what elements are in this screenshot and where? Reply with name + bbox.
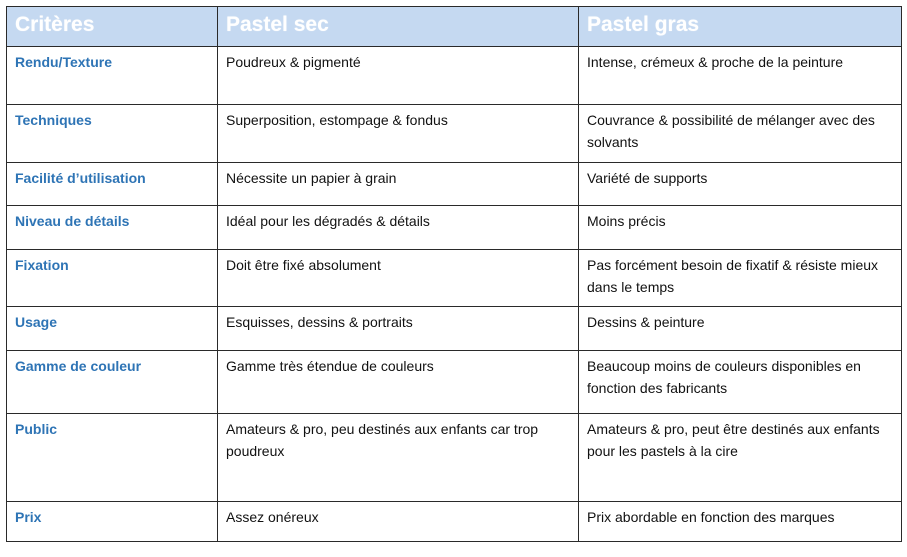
pastel-gras-cell: Prix abordable en fonction des marques xyxy=(579,502,902,542)
pastel-sec-cell: Assez onéreux xyxy=(218,502,579,542)
pastel-sec-cell: Poudreux & pigmenté xyxy=(218,47,579,105)
criterion-cell: Prix xyxy=(7,502,218,542)
table-row xyxy=(7,206,902,250)
criterion-cell: Public xyxy=(7,414,218,502)
pastel-sec-cell: Gamme très étendue de couleurs xyxy=(218,351,579,414)
pastel-sec-cell: Nécessite un papier à grain xyxy=(218,163,579,206)
criterion-cell: Techniques xyxy=(7,105,218,163)
table-row xyxy=(7,163,902,206)
table-row xyxy=(7,502,902,542)
table-header xyxy=(7,7,902,47)
header-pastel-sec: Pastel sec xyxy=(218,7,579,47)
pastel-gras-cell: Beaucoup moins de couleurs disponibles en fonction des fabricants xyxy=(579,351,902,414)
pastel-gras-cell: Couvrance & possibilité de mélanger avec des solvants xyxy=(579,105,902,163)
criterion-cell: Fixation xyxy=(7,250,218,307)
pastel-gras-cell: Dessins & peinture xyxy=(579,307,902,351)
pastel-gras-cell: Intense, crémeux & proche de la peinture xyxy=(579,47,902,105)
table-row xyxy=(7,414,902,502)
pastel-sec-cell: Idéal pour les dégradés & détails xyxy=(218,206,579,250)
criterion-cell: Gamme de couleur xyxy=(7,351,218,414)
pastel-gras-cell: Amateurs & pro, peut être destinés aux enfants pour les pastels à la cire xyxy=(579,414,902,502)
criterion-cell: Niveau de détails xyxy=(7,206,218,250)
criterion-cell: Rendu/Texture xyxy=(7,47,218,105)
criterion-cell: Usage xyxy=(7,307,218,351)
header-pastel-gras: Pastel gras xyxy=(579,7,902,47)
criterion-cell: Facilité d’utilisation xyxy=(7,163,218,206)
pastel-gras-cell: Pas forcément besoin de fixatif & résiste mieux dans le temps xyxy=(579,250,902,307)
table-row xyxy=(7,250,902,307)
header-row xyxy=(7,7,902,47)
pastel-sec-cell: Esquisses, dessins & portraits xyxy=(218,307,579,351)
header-criteres: Critères xyxy=(7,7,218,47)
table-row xyxy=(7,351,902,414)
pastel-gras-cell: Variété de supports xyxy=(579,163,902,206)
pastel-sec-cell: Doit être fixé absolument xyxy=(218,250,579,307)
pastel-sec-cell: Superposition, estompage & fondus xyxy=(218,105,579,163)
pastel-sec-cell: Amateurs & pro, peu destinés aux enfants car trop poudreux xyxy=(218,414,579,502)
table-row xyxy=(7,105,902,163)
comparison-table xyxy=(6,6,902,542)
table-row xyxy=(7,47,902,105)
pastel-gras-cell: Moins précis xyxy=(579,206,902,250)
table-row xyxy=(7,307,902,351)
table-body xyxy=(7,47,902,542)
